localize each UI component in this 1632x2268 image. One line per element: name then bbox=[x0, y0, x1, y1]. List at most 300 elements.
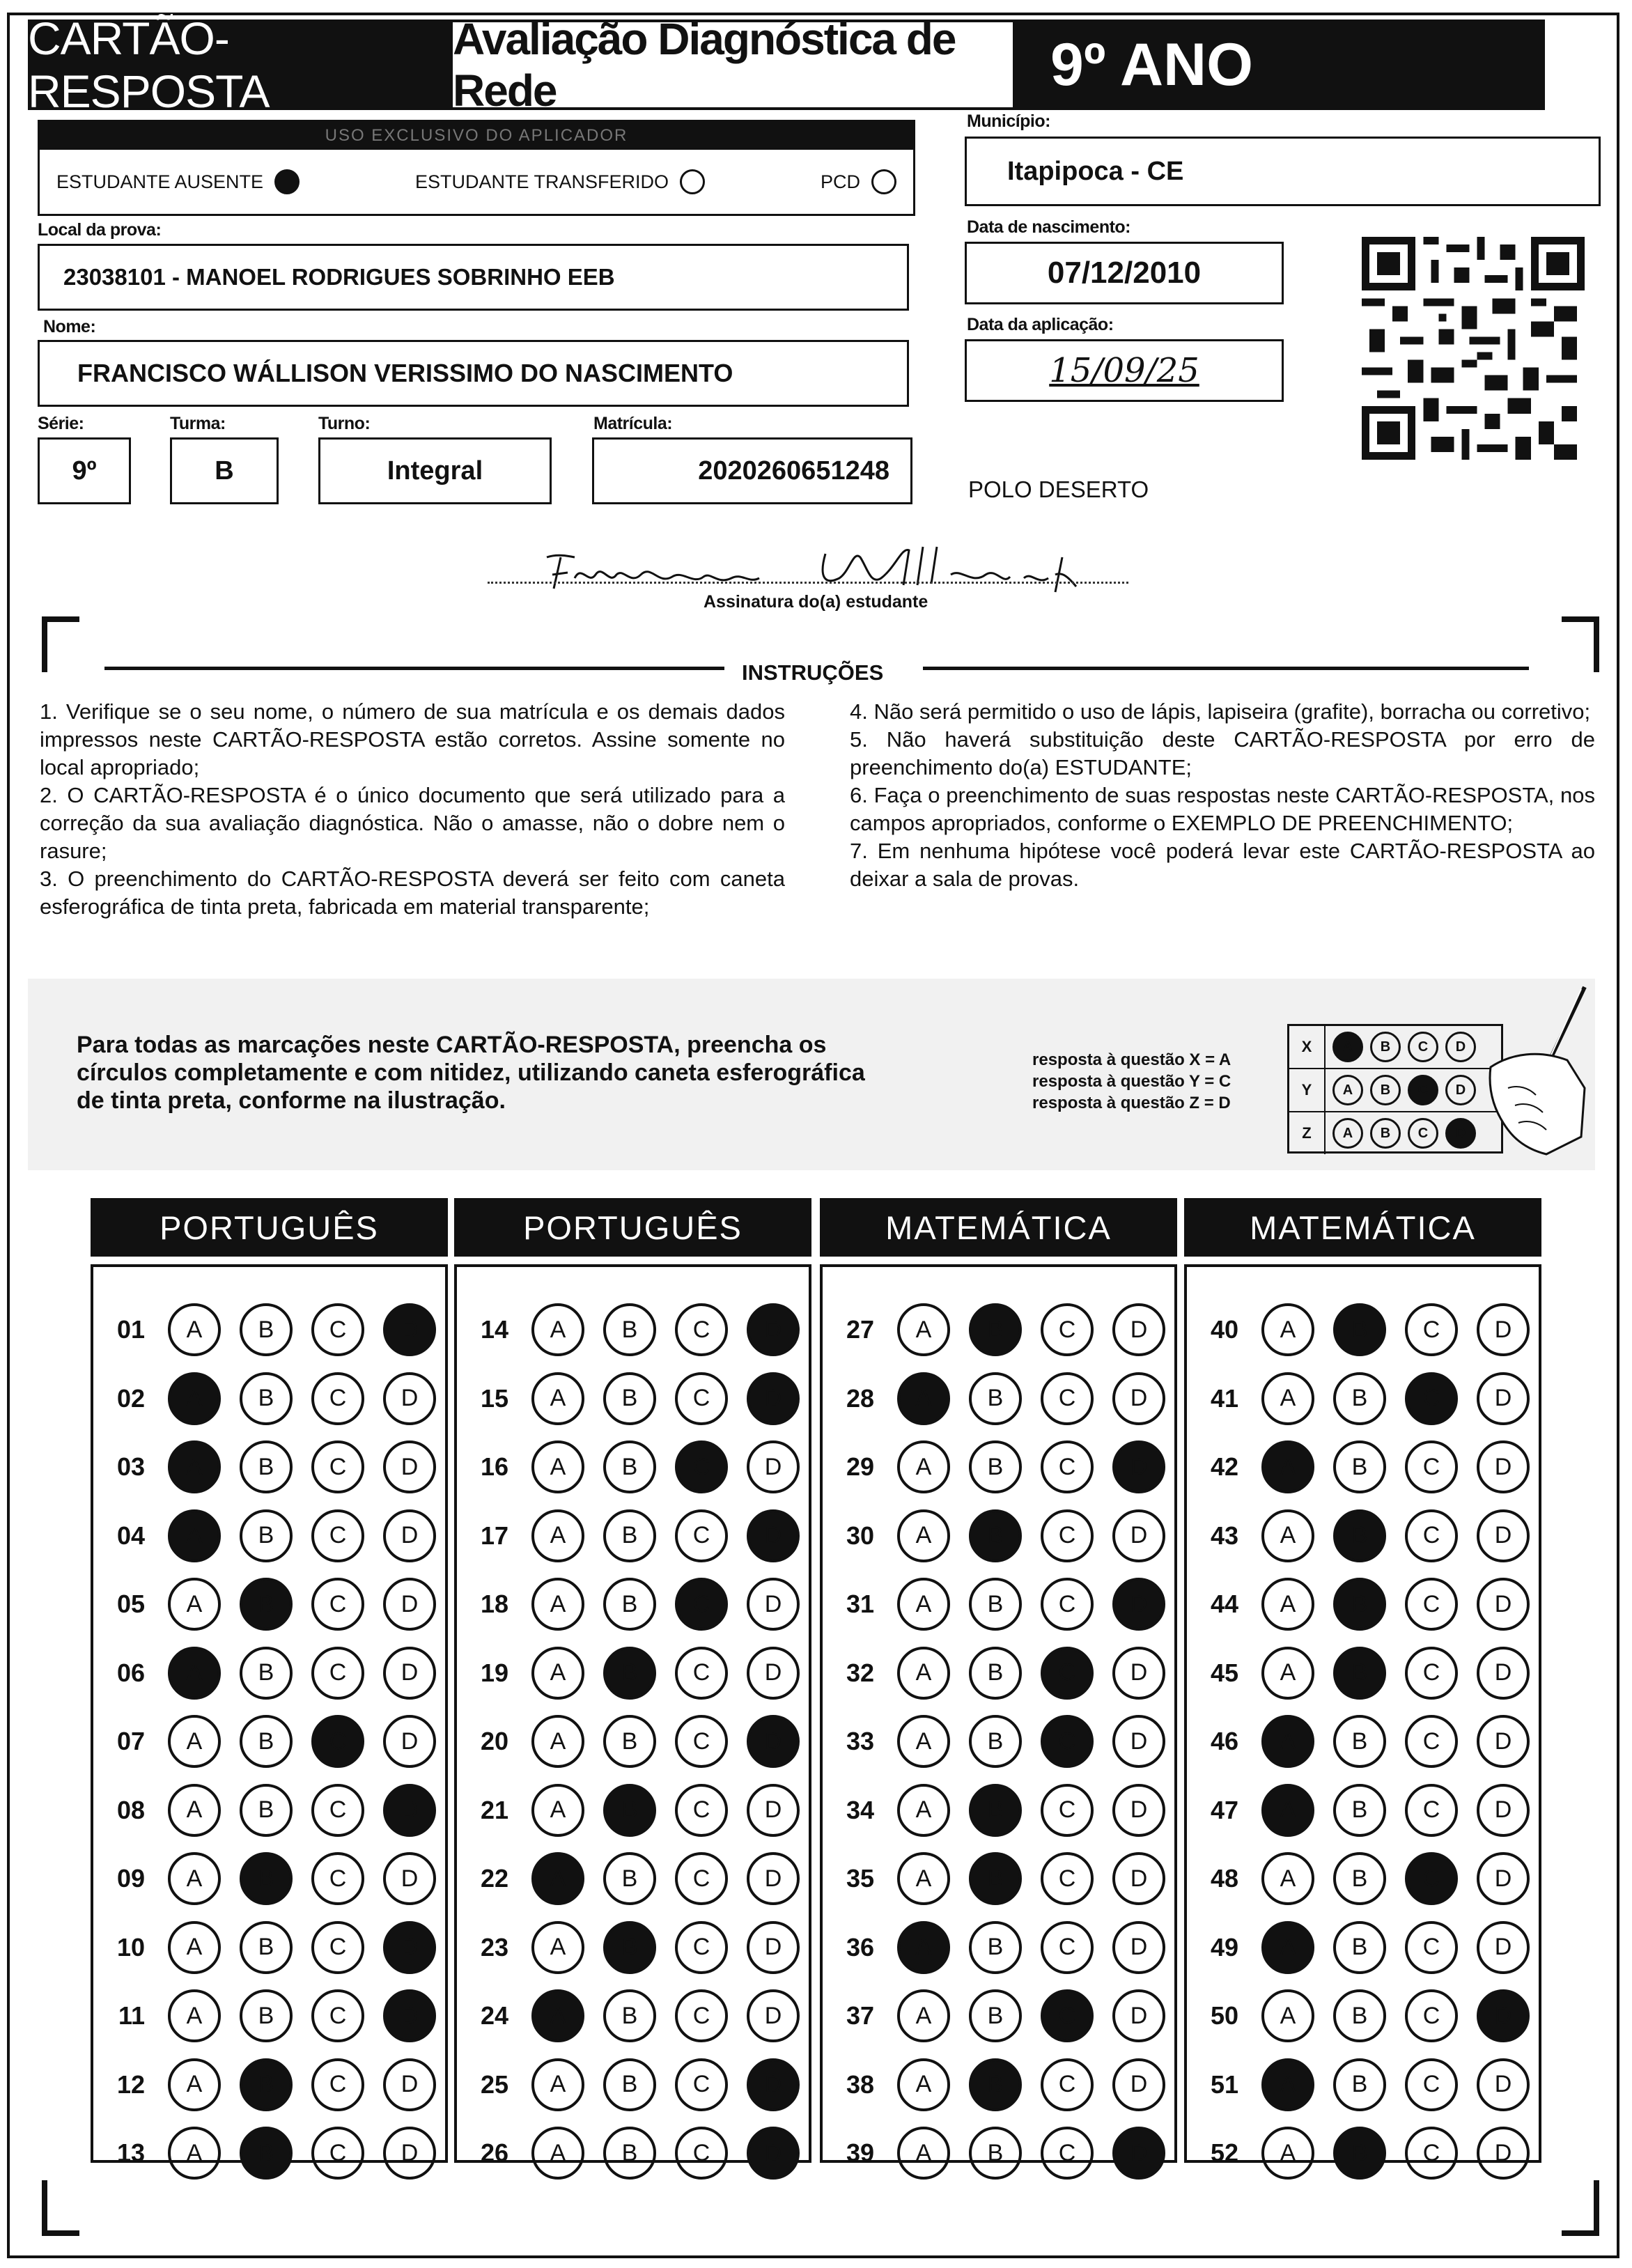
answer-bubble-c[interactable]: C bbox=[1405, 2058, 1458, 2111]
answer-bubble-c[interactable]: C bbox=[311, 1852, 364, 1905]
answer-bubble-d[interactable]: D bbox=[1112, 2127, 1165, 2180]
answer-bubble-d[interactable]: D bbox=[747, 1647, 800, 1700]
answer-bubble-a[interactable]: A bbox=[1261, 1647, 1314, 1700]
answer-bubble-b[interactable]: B bbox=[603, 1921, 656, 1974]
answer-bubble-a[interactable]: A bbox=[531, 2058, 584, 2111]
answer-bubble-c[interactable]: C bbox=[1405, 2127, 1458, 2180]
question-number: 21 bbox=[480, 1795, 508, 1824]
answer-bubble-b[interactable]: B bbox=[240, 1372, 293, 1425]
answer-bubble-a[interactable]: A bbox=[897, 2058, 950, 2111]
answer-bubble-c[interactable]: C bbox=[1041, 1852, 1094, 1905]
question-row bbox=[93, 1714, 436, 1769]
answer-bubble-d[interactable]: D bbox=[383, 1440, 436, 1493]
answer-bubble-d[interactable]: D bbox=[747, 2058, 800, 2111]
answer-bubble-b[interactable]: B bbox=[969, 1852, 1022, 1905]
answer-bubble-a[interactable]: A bbox=[531, 1784, 584, 1837]
answer-bubble-d[interactable]: D bbox=[383, 1852, 436, 1905]
answer-bubble-d[interactable]: D bbox=[383, 2058, 436, 2111]
answer-bubble-a[interactable]: A bbox=[1261, 2127, 1314, 2180]
answer-bubble-b[interactable]: B bbox=[240, 1647, 293, 1700]
answer-bubble-d[interactable]: D bbox=[1112, 1372, 1165, 1425]
answer-bubble-d[interactable]: D bbox=[383, 1921, 436, 1974]
answer-bubble-a[interactable]: A bbox=[531, 1852, 584, 1905]
answer-bubble-b[interactable]: B bbox=[603, 1852, 656, 1905]
answer-bubble-c[interactable]: C bbox=[1405, 1989, 1458, 2042]
answer-bubble-b[interactable]: B bbox=[1333, 1784, 1386, 1837]
answer-bubble-b[interactable]: B bbox=[969, 2127, 1022, 2180]
answer-bubble-b[interactable]: B bbox=[1333, 1578, 1386, 1631]
answer-bubble-b[interactable]: B bbox=[240, 1303, 293, 1356]
answer-bubble-d[interactable]: D bbox=[1477, 1647, 1530, 1700]
answer-bubble-a[interactable]: A bbox=[168, 1784, 221, 1837]
question-row bbox=[93, 1508, 436, 1564]
question-number: 50 bbox=[1210, 2001, 1238, 2030]
answer-bubble-d[interactable]: D bbox=[1112, 1509, 1165, 1562]
answer-bubble-c[interactable]: C bbox=[1041, 1921, 1094, 1974]
answer-bubble-b[interactable]: B bbox=[603, 1647, 656, 1700]
pcd-circle[interactable] bbox=[871, 169, 896, 194]
question-number: 38 bbox=[846, 2069, 874, 2099]
turma-value: B bbox=[215, 456, 234, 486]
answer-bubble-c[interactable]: C bbox=[311, 1578, 364, 1631]
answer-bubble-b[interactable]: B bbox=[603, 1440, 656, 1493]
answer-bubble-b[interactable]: B bbox=[240, 1784, 293, 1837]
answer-bubble-a[interactable]: A bbox=[531, 1647, 584, 1700]
answer-bubble-c[interactable]: C bbox=[311, 1440, 364, 1493]
answer-bubble-b[interactable]: B bbox=[1333, 1440, 1386, 1493]
answer-bubble-b[interactable]: B bbox=[969, 1715, 1022, 1768]
answer-bubble-a[interactable]: A bbox=[531, 2127, 584, 2180]
answer-bubble-c[interactable]: C bbox=[675, 1578, 728, 1631]
answer-bubble-c[interactable]: C bbox=[311, 2127, 364, 2180]
answer-bubble-a[interactable]: A bbox=[897, 1303, 950, 1356]
answer-bubble-c[interactable]: C bbox=[675, 1372, 728, 1425]
answer-bubble-a[interactable]: A bbox=[531, 1578, 584, 1631]
answer-bubble-c[interactable]: C bbox=[675, 1440, 728, 1493]
example-bubble-d: D bbox=[1445, 1118, 1476, 1149]
answer-bubble-d[interactable]: D bbox=[383, 1372, 436, 1425]
answer-bubble-a[interactable]: A bbox=[897, 1921, 950, 1974]
answer-bubble-b[interactable]: B bbox=[1333, 2127, 1386, 2180]
answer-bubble-d[interactable]: D bbox=[1112, 1852, 1165, 1905]
answer-bubble-c[interactable]: C bbox=[1041, 1440, 1094, 1493]
answer-bubble-d[interactable]: D bbox=[747, 1303, 800, 1356]
question-row bbox=[823, 1714, 1165, 1769]
answer-bubble-b[interactable]: B bbox=[969, 1440, 1022, 1493]
example-bubble-b: B bbox=[1370, 1075, 1401, 1105]
section-box bbox=[91, 1264, 448, 2167]
answer-bubble-d[interactable]: D bbox=[1477, 1784, 1530, 1837]
question-number: 02 bbox=[116, 1383, 145, 1413]
example-bubble-d: D bbox=[1445, 1075, 1476, 1105]
answer-bubble-b[interactable]: B bbox=[969, 1372, 1022, 1425]
answer-bubble-d[interactable]: D bbox=[747, 1440, 800, 1493]
answer-bubble-a[interactable]: A bbox=[168, 2127, 221, 2180]
answer-bubble-b[interactable]: B bbox=[603, 1784, 656, 1837]
question-number: 04 bbox=[116, 1521, 145, 1550]
answer-bubble-a[interactable]: A bbox=[531, 1989, 584, 2042]
answer-bubble-c[interactable]: C bbox=[1041, 1372, 1094, 1425]
answer-bubble-c[interactable]: C bbox=[675, 2127, 728, 2180]
answer-bubble-d[interactable]: D bbox=[747, 2127, 800, 2180]
corner-mark bbox=[1562, 616, 1599, 672]
answer-bubble-a[interactable]: A bbox=[897, 1509, 950, 1562]
answer-bubble-c[interactable]: C bbox=[1041, 1578, 1094, 1631]
answer-bubble-c[interactable]: C bbox=[675, 2058, 728, 2111]
answer-bubble-c[interactable]: C bbox=[1405, 1440, 1458, 1493]
answer-bubble-c[interactable]: C bbox=[311, 1509, 364, 1562]
example-text: Para todas as marcações neste CARTÃO-RESPOSTA, preencha os círculos completamente e com nitidez, utilizando caneta esferográfica de tinta preta, conforme na ilustração. bbox=[77, 1032, 865, 1114]
answer-bubble-d[interactable]: D bbox=[1477, 1303, 1530, 1356]
answer-bubble-b[interactable]: B bbox=[1333, 1509, 1386, 1562]
absent-label: ESTUDANTE AUSENTE bbox=[56, 171, 264, 192]
question-row bbox=[1187, 2125, 1530, 2181]
answer-bubble-b[interactable]: B bbox=[1333, 1372, 1386, 1425]
answer-bubble-b[interactable]: B bbox=[240, 2058, 293, 2111]
answer-bubble-a[interactable]: A bbox=[531, 1440, 584, 1493]
answer-bubble-b[interactable]: B bbox=[603, 1989, 656, 2042]
answer-bubble-c[interactable]: C bbox=[1041, 1303, 1094, 1356]
answer-bubble-d[interactable]: D bbox=[747, 1509, 800, 1562]
answer-bubble-b[interactable]: B bbox=[1333, 1989, 1386, 2042]
answer-bubble-a[interactable]: A bbox=[897, 1715, 950, 1768]
answer-bubble-c[interactable]: C bbox=[311, 1921, 364, 1974]
example-answer: resposta à questão Y = C bbox=[1032, 1072, 1231, 1091]
answer-bubble-d[interactable]: D bbox=[1477, 1578, 1530, 1631]
answer-bubble-a[interactable]: A bbox=[897, 2127, 950, 2180]
answer-bubble-d[interactable]: D bbox=[1477, 2127, 1530, 2180]
answer-bubble-c[interactable]: C bbox=[1405, 1372, 1458, 1425]
transferred-circle[interactable] bbox=[680, 169, 705, 194]
answer-bubble-d[interactable]: D bbox=[1477, 1852, 1530, 1905]
turno-field bbox=[318, 437, 552, 504]
answer-bubble-b[interactable]: B bbox=[969, 1921, 1022, 1974]
answer-bubble-b[interactable]: B bbox=[240, 1989, 293, 2042]
answer-bubble-b[interactable]: B bbox=[603, 1715, 656, 1768]
answer-bubble-c[interactable]: C bbox=[675, 1989, 728, 2042]
answer-bubble-c[interactable]: C bbox=[311, 1989, 364, 2042]
answer-bubble-a[interactable]: A bbox=[531, 1715, 584, 1768]
answer-bubble-a[interactable]: A bbox=[531, 1303, 584, 1356]
question-row bbox=[1187, 1782, 1530, 1838]
answer-bubble-a[interactable]: A bbox=[1261, 1372, 1314, 1425]
answer-bubble-b[interactable]: B bbox=[969, 1509, 1022, 1562]
example-bubble-b: B bbox=[1370, 1118, 1401, 1149]
answer-bubble-a[interactable]: A bbox=[168, 1921, 221, 1974]
example-bubble-c: C bbox=[1408, 1118, 1438, 1149]
answer-bubble-b[interactable]: B bbox=[240, 1921, 293, 1974]
answer-bubble-d[interactable]: D bbox=[747, 1578, 800, 1631]
answer-bubble-a[interactable]: A bbox=[1261, 1715, 1314, 1768]
qr-code bbox=[1362, 237, 1585, 460]
answer-bubble-b[interactable]: B bbox=[603, 1303, 656, 1356]
answer-bubble-b[interactable]: B bbox=[240, 1852, 293, 1905]
nascimento-label: Data de nascimento: bbox=[967, 217, 1131, 237]
section-box bbox=[454, 1264, 811, 2167]
answer-bubble-a[interactable]: A bbox=[1261, 1784, 1314, 1837]
answer-bubble-c[interactable]: C bbox=[1405, 1852, 1458, 1905]
question-number: 01 bbox=[116, 1315, 145, 1344]
municipio-label: Município: bbox=[967, 111, 1050, 131]
answer-bubble-c[interactable]: C bbox=[1041, 1715, 1094, 1768]
question-row bbox=[457, 1782, 800, 1838]
answer-bubble-d[interactable]: D bbox=[1477, 1440, 1530, 1493]
instruction-item: 6. Faça o preenchimento de suas respostas neste CARTÃO-RESPOSTA, nos campos apropriados, conforme o EXEMPLO DE PREENCHIMENTO; bbox=[850, 783, 1595, 835]
answer-bubble-a[interactable]: A bbox=[168, 1647, 221, 1700]
question-number: 18 bbox=[480, 1590, 508, 1618]
local-field bbox=[38, 244, 909, 311]
question-number: 06 bbox=[116, 1658, 145, 1687]
answer-bubble-b[interactable]: B bbox=[1333, 1647, 1386, 1700]
answer-bubble-b[interactable]: B bbox=[240, 1440, 293, 1493]
answer-bubble-d[interactable]: D bbox=[1477, 1372, 1530, 1425]
question-number: 24 bbox=[480, 2001, 508, 2030]
answer-bubble-a[interactable]: A bbox=[897, 1989, 950, 2042]
instructions-right bbox=[850, 698, 1595, 893]
answer-bubble-b[interactable]: B bbox=[969, 1647, 1022, 1700]
transferred-option[interactable] bbox=[415, 169, 705, 194]
question-number: 23 bbox=[480, 1932, 508, 1962]
answer-bubble-d[interactable]: D bbox=[1112, 1303, 1165, 1356]
question-row bbox=[823, 2057, 1165, 2113]
answer-bubble-d[interactable]: D bbox=[1112, 1989, 1165, 2042]
answer-bubble-a[interactable]: A bbox=[168, 1578, 221, 1631]
answer-bubble-a[interactable]: A bbox=[531, 1921, 584, 1974]
question-number: 20 bbox=[480, 1727, 508, 1755]
answer-bubble-d[interactable]: D bbox=[1112, 1715, 1165, 1768]
question-number: 45 bbox=[1210, 1658, 1238, 1687]
instruction-item: 5. Não haverá substituição deste CARTÃO-RESPOSTA por erro de preenchimento do(a) ESTUDANTE; bbox=[850, 727, 1595, 779]
corner-mark bbox=[42, 2180, 79, 2236]
answer-bubble-a[interactable]: A bbox=[897, 1852, 950, 1905]
answer-bubble-d[interactable]: D bbox=[747, 1989, 800, 2042]
answer-bubble-d[interactable]: D bbox=[747, 1715, 800, 1768]
instructions-rule bbox=[104, 667, 724, 670]
answer-bubble-b[interactable]: B bbox=[1333, 1921, 1386, 1974]
answer-bubble-b[interactable]: B bbox=[1333, 1852, 1386, 1905]
question-number: 16 bbox=[480, 1452, 508, 1481]
answer-bubble-d[interactable]: D bbox=[1112, 1440, 1165, 1493]
answer-bubble-c[interactable]: C bbox=[311, 1715, 364, 1768]
answer-bubble-d[interactable]: D bbox=[747, 1852, 800, 1905]
answer-bubble-a[interactable]: A bbox=[168, 1440, 221, 1493]
answer-bubble-d[interactable]: D bbox=[1477, 2058, 1530, 2111]
answer-bubble-c[interactable]: C bbox=[675, 1921, 728, 1974]
answer-bubble-b[interactable]: B bbox=[603, 2127, 656, 2180]
instruction-item: 7. Em nenhuma hipótese você poderá levar este CARTÃO-RESPOSTA ao deixar a sala de provas. bbox=[850, 839, 1595, 891]
answer-bubble-a[interactable]: A bbox=[897, 1372, 950, 1425]
answer-bubble-d[interactable]: D bbox=[1477, 1509, 1530, 1562]
answer-bubble-a[interactable]: A bbox=[168, 1372, 221, 1425]
question-number: 17 bbox=[480, 1521, 508, 1550]
serie-field bbox=[38, 437, 131, 504]
answer-bubble-b[interactable]: B bbox=[969, 1784, 1022, 1837]
question-row bbox=[93, 1302, 436, 1358]
answer-bubble-c[interactable]: C bbox=[1041, 1989, 1094, 2042]
answer-bubble-b[interactable]: B bbox=[1333, 1303, 1386, 1356]
answer-bubble-c[interactable]: C bbox=[675, 1647, 728, 1700]
answer-bubble-c[interactable]: C bbox=[675, 1509, 728, 1562]
answer-bubble-d[interactable]: D bbox=[1477, 1989, 1530, 2042]
answer-bubble-a[interactable]: A bbox=[1261, 1440, 1314, 1493]
instructions-title: INSTRUÇÕES bbox=[742, 660, 884, 685]
question-row bbox=[823, 1920, 1165, 1975]
answer-bubble-c[interactable]: C bbox=[311, 1647, 364, 1700]
answer-bubble-a[interactable]: A bbox=[531, 1372, 584, 1425]
example-bubble-c: C bbox=[1408, 1032, 1438, 1062]
answer-bubble-a[interactable]: A bbox=[1261, 1303, 1314, 1356]
answer-bubble-c[interactable]: C bbox=[1405, 1715, 1458, 1768]
question-row bbox=[1187, 1645, 1530, 1701]
question-row bbox=[457, 1371, 800, 1427]
signature-line bbox=[488, 582, 1128, 584]
answer-bubble-d[interactable]: D bbox=[1112, 1784, 1165, 1837]
serie-value: 9º bbox=[72, 456, 97, 486]
answer-bubble-c[interactable]: C bbox=[675, 1784, 728, 1837]
answer-bubble-a[interactable]: A bbox=[168, 1852, 221, 1905]
instruction-item: 4. Não será permitido o uso de lápis, lapiseira (grafite), borracha ou corretivo; bbox=[850, 699, 1591, 724]
answer-bubble-a[interactable]: A bbox=[168, 1303, 221, 1356]
answer-bubble-c[interactable]: C bbox=[1041, 1647, 1094, 1700]
answer-bubble-d[interactable]: D bbox=[383, 1509, 436, 1562]
question-number: 09 bbox=[116, 1864, 145, 1893]
pen-hand-icon bbox=[1449, 984, 1588, 1158]
question-row bbox=[1187, 1920, 1530, 1975]
answer-bubble-b[interactable]: B bbox=[240, 1509, 293, 1562]
answer-bubble-a[interactable]: A bbox=[1261, 2058, 1314, 2111]
question-row bbox=[457, 1714, 800, 1769]
answer-bubble-c[interactable]: C bbox=[1405, 1578, 1458, 1631]
answer-bubble-a[interactable]: A bbox=[897, 1440, 950, 1493]
answer-bubble-a[interactable]: A bbox=[1261, 1509, 1314, 1562]
answer-bubble-a[interactable]: A bbox=[897, 1647, 950, 1700]
answer-bubble-d[interactable]: D bbox=[383, 1715, 436, 1768]
answer-bubble-a[interactable]: A bbox=[897, 1784, 950, 1837]
question-number: 14 bbox=[480, 1315, 508, 1344]
answer-bubble-d[interactable]: D bbox=[383, 1578, 436, 1631]
answer-bubble-c[interactable]: C bbox=[1041, 1509, 1094, 1562]
question-number: 03 bbox=[116, 1452, 145, 1481]
answer-bubble-a[interactable]: A bbox=[168, 1509, 221, 1562]
answer-bubble-d[interactable]: D bbox=[1477, 1921, 1530, 1974]
question-row bbox=[93, 1920, 436, 1975]
instruction-item: 1. Verifique se o seu nome, o número de sua matrícula e os demais dados impressos neste CARTÃO-RESPOSTA estão corretos. Assine somente no local apropriado; bbox=[40, 699, 785, 779]
answer-bubble-b[interactable]: B bbox=[603, 1372, 656, 1425]
answer-bubble-d[interactable]: D bbox=[383, 1784, 436, 1837]
answer-bubble-c[interactable]: C bbox=[1405, 1647, 1458, 1700]
example-answer: resposta à questão X = A bbox=[1032, 1050, 1231, 1069]
answer-bubble-b[interactable]: B bbox=[969, 1989, 1022, 2042]
question-number: 49 bbox=[1210, 1932, 1238, 1962]
answer-bubble-a[interactable]: A bbox=[168, 2058, 221, 2111]
answer-bubble-b[interactable]: B bbox=[240, 2127, 293, 2180]
answer-bubble-d[interactable]: D bbox=[383, 1303, 436, 1356]
answer-bubble-c[interactable]: C bbox=[311, 1784, 364, 1837]
answer-bubble-b[interactable]: B bbox=[969, 2058, 1022, 2111]
answer-bubble-d[interactable]: D bbox=[1112, 1578, 1165, 1631]
question-number: 46 bbox=[1210, 1727, 1238, 1755]
absent-option[interactable] bbox=[56, 169, 300, 194]
answer-bubble-d[interactable]: D bbox=[383, 2127, 436, 2180]
answer-bubble-b[interactable]: B bbox=[603, 2058, 656, 2111]
section-title: PORTUGUÊS bbox=[91, 1198, 448, 1257]
answer-bubble-a[interactable]: A bbox=[1261, 1989, 1314, 2042]
question-row bbox=[823, 1645, 1165, 1701]
pcd-option[interactable] bbox=[821, 169, 896, 194]
answer-bubble-d[interactable]: D bbox=[747, 1372, 800, 1425]
answer-bubble-d[interactable]: D bbox=[1112, 2058, 1165, 2111]
question-number: 19 bbox=[480, 1658, 508, 1687]
answer-bubble-c[interactable]: C bbox=[675, 1852, 728, 1905]
answer-bubble-a[interactable]: A bbox=[168, 1989, 221, 2042]
polo-label: POLO DESERTO bbox=[968, 476, 1149, 502]
local-value: 23038101 - MANOEL RODRIGUES SOBRINHO EEB bbox=[63, 264, 615, 290]
turma-field bbox=[170, 437, 279, 504]
answer-bubble-a[interactable]: A bbox=[168, 1715, 221, 1768]
answer-bubble-b[interactable]: B bbox=[240, 1578, 293, 1631]
answer-bubble-c[interactable]: C bbox=[1405, 1509, 1458, 1562]
example-answers bbox=[1032, 1049, 1269, 1114]
question-row bbox=[1187, 1714, 1530, 1769]
answer-bubble-a[interactable]: A bbox=[531, 1509, 584, 1562]
question-row bbox=[457, 1508, 800, 1564]
answer-bubble-d[interactable]: D bbox=[1112, 1647, 1165, 1700]
answer-bubble-c[interactable]: C bbox=[311, 1372, 364, 1425]
answer-bubble-b[interactable]: B bbox=[240, 1715, 293, 1768]
answer-bubble-c[interactable]: C bbox=[675, 1715, 728, 1768]
grade-title: 9º ANO bbox=[1016, 20, 1545, 110]
municipio-field bbox=[965, 137, 1601, 206]
answer-bubble-c[interactable]: C bbox=[1405, 1921, 1458, 1974]
answer-bubble-a[interactable]: A bbox=[1261, 1852, 1314, 1905]
question-number: 51 bbox=[1210, 2069, 1238, 2099]
answer-bubble-a[interactable]: A bbox=[1261, 1921, 1314, 1974]
answer-bubble-b[interactable]: B bbox=[1333, 2058, 1386, 2111]
answer-bubble-d[interactable]: D bbox=[383, 1989, 436, 2042]
answer-bubble-c[interactable]: C bbox=[1041, 2058, 1094, 2111]
answer-bubble-c[interactable]: C bbox=[311, 2058, 364, 2111]
answer-bubble-a[interactable]: A bbox=[897, 1578, 950, 1631]
answer-bubble-b[interactable]: B bbox=[969, 1578, 1022, 1631]
question-number: 10 bbox=[116, 1932, 145, 1962]
question-number: 30 bbox=[846, 1521, 874, 1550]
answer-bubble-d[interactable]: D bbox=[747, 1784, 800, 1837]
absent-circle[interactable] bbox=[274, 169, 300, 194]
answer-bubble-b[interactable]: B bbox=[969, 1303, 1022, 1356]
matricula-label: Matrícula: bbox=[593, 414, 673, 433]
answer-bubble-c[interactable]: C bbox=[1405, 1303, 1458, 1356]
answer-bubble-b[interactable]: B bbox=[1333, 1715, 1386, 1768]
answer-bubble-a[interactable]: A bbox=[1261, 1578, 1314, 1631]
question-row bbox=[457, 1851, 800, 1906]
answer-bubble-d[interactable]: D bbox=[747, 1921, 800, 1974]
answer-bubble-c[interactable]: C bbox=[1405, 1784, 1458, 1837]
answer-bubble-c[interactable]: C bbox=[675, 1303, 728, 1356]
question-row bbox=[1187, 1576, 1530, 1632]
answer-bubble-b[interactable]: B bbox=[603, 1509, 656, 1562]
answer-bubble-c[interactable]: C bbox=[311, 1303, 364, 1356]
example-row-label: X bbox=[1289, 1026, 1326, 1068]
answer-bubble-d[interactable]: D bbox=[1477, 1715, 1530, 1768]
answer-bubble-c[interactable]: C bbox=[1041, 2127, 1094, 2180]
answer-bubble-d[interactable]: D bbox=[383, 1647, 436, 1700]
question-row bbox=[93, 1371, 436, 1427]
answer-bubble-b[interactable]: B bbox=[603, 1578, 656, 1631]
answer-bubble-c[interactable]: C bbox=[1041, 1784, 1094, 1837]
answer-bubble-d[interactable]: D bbox=[1112, 1921, 1165, 1974]
question-row bbox=[823, 1508, 1165, 1564]
applicator-box bbox=[38, 120, 915, 216]
